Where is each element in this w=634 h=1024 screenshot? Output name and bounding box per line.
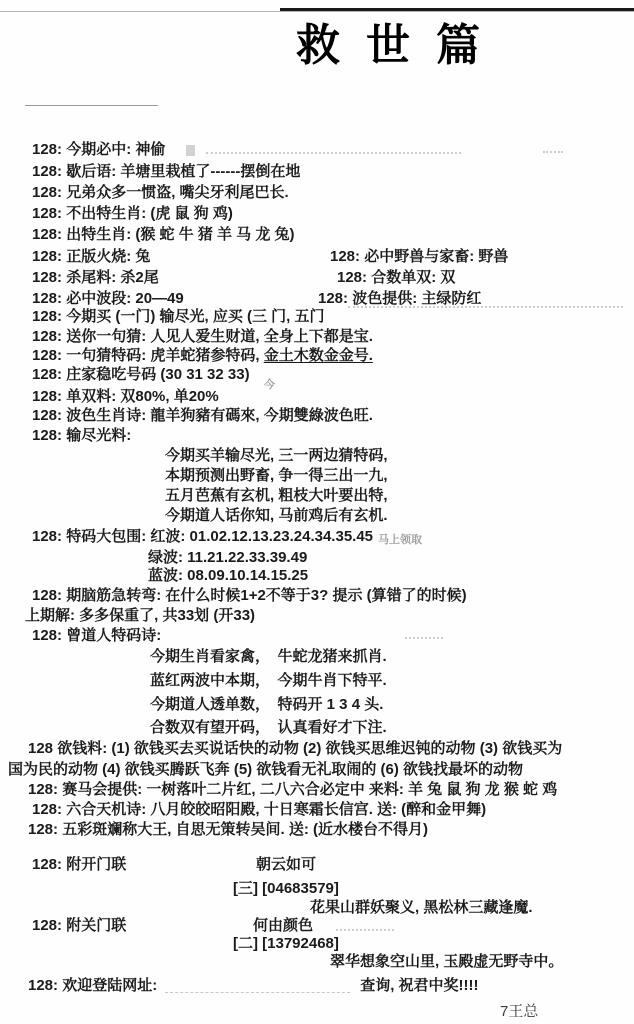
faded-dotted-line bbox=[206, 152, 461, 154]
open-couplet-verse: 花果山群妖聚义, 黑松林三藏逢魔. bbox=[310, 899, 533, 916]
close-couplet-code: [二] [13792468] bbox=[233, 935, 339, 952]
line-number-range: 128: 必中波段: 20—49 bbox=[32, 290, 184, 307]
line-five-colors-verse: 128: 五彩斑斓称大王, 自思无策转吴间. 送: (近水楼台不得月) bbox=[28, 821, 429, 838]
line-riddle: 128: 歇后语: 羊塘里栽植了------摆倒在地 bbox=[32, 163, 301, 180]
line-blue-wave: 蓝波: 08.09.10.14.15.25 bbox=[148, 567, 309, 584]
line-odd-even-ratio: 128: 单双料: 双80%, 单20% bbox=[32, 388, 219, 405]
zengdaoren-poem-line-1: 今期生肖看家禽， 牛蛇龙猪来抓肖. bbox=[150, 648, 387, 665]
zengdaoren-poem-line-4: 合数双有望开码， 认真看好才下注. bbox=[150, 719, 387, 736]
footer-signature: 7王总 bbox=[500, 1003, 539, 1020]
line-code-riddle bbox=[32, 347, 373, 365]
open-couplet-heading: 朝云如可 bbox=[256, 856, 317, 873]
line-red-wave: 128: 特码大包围: 红波: 01.02.12.13.23.24.34.35.45 bbox=[32, 528, 374, 545]
close-couplet-heading: 何由颜色 bbox=[253, 917, 314, 934]
faded-dots bbox=[405, 637, 443, 639]
faded-dash bbox=[543, 151, 563, 153]
line-gift-riddle: 128: 送你一句猜: 人见人爱生财道, 全身上下都是宝. bbox=[32, 328, 373, 345]
line-lose-all-buy: 128: 今期买 (一门) 输尽光, 应买 (三 门, 五门 bbox=[32, 308, 325, 325]
zengdaoren-poem-line-3: 今期道人透单数， 特码开 1 3 4 头. bbox=[150, 696, 384, 713]
line-included-zodiac: 128: 出特生肖: (猴 蛇 牛 猪 羊 马 龙 兔) bbox=[32, 226, 295, 243]
line-banker-numbers: 128: 庄家稳吃号码 (30 31 32 33) bbox=[32, 366, 250, 383]
code-riddle-text: 128: 一句猜特码: 虎羊蛇猪参特码, bbox=[32, 347, 264, 364]
lose-all-poem-line-4: 今期道人话你知, 马前鸡后有玄机. bbox=[165, 507, 388, 524]
page-title: 救世篇 bbox=[296, 20, 506, 71]
line-money-riddles-1: 128 欲钱料: (1) 欲钱买去买说话快的动物 (2) 欲钱买思维迟钝的动物 (3) 欲钱买为 bbox=[28, 740, 563, 757]
code-riddle-underlined: 金土木数金金号. bbox=[263, 347, 373, 364]
close-couplet-verse: 翠华想象空山里, 玉殿虚无野寺中。 bbox=[330, 953, 564, 970]
top-rule-bold bbox=[280, 8, 634, 11]
smudge-mark bbox=[186, 145, 195, 156]
website-erased-blank bbox=[165, 980, 350, 993]
banker-faint-mark: 今 bbox=[264, 379, 275, 391]
close-couplet-label: 128: 附关门联 bbox=[32, 917, 127, 934]
line-green-wave: 绿波: 11.21.22.33.39.49 bbox=[148, 549, 308, 566]
website-suffix: 查询, 祝君中奖!!!! bbox=[360, 977, 479, 994]
red-wave-faint-note: 马上领取 bbox=[378, 534, 422, 546]
line-kill-tail: 128: 杀尾料: 杀2尾 bbox=[32, 269, 159, 286]
line-tianji-verse: 128: 六合天机诗: 八月皎皎昭阳殿, 十日寒霜长信宫. 送: (醉和金甲舞) bbox=[32, 801, 487, 818]
lose-all-poem-line-3: 五月芭蕉有玄机, 粗枝大叶要出特, bbox=[165, 487, 388, 504]
line-wave-zodiac-verse: 128: 波色生肖诗: 龍羊狗豬有碼來, 今期雙綠波色旺. bbox=[32, 407, 373, 424]
faded-dotted-line bbox=[348, 306, 623, 308]
top-rule bbox=[0, 11, 634, 12]
line-brothers-verse: 128: 兄弟众多一惯盗, 嘴尖牙利尾巴长. bbox=[32, 184, 289, 201]
line-money-riddles-2: 国为民的动物 (4) 欲钱买腾跃飞奔 (5) 欲钱看无礼取闹的 (6) 欲钱找最坏的动物 bbox=[8, 761, 524, 778]
line-wave-color: 128: 波色提供: 主绿防红 bbox=[318, 290, 482, 307]
zengdaoren-poem-line-2: 蓝红两波中本期， 今期牛肖下特平. bbox=[150, 672, 387, 689]
lose-all-poem-line-1: 今期买羊输尽光, 三一两边猜特码, bbox=[165, 447, 388, 464]
open-couplet-code: [三] [04683579] bbox=[233, 880, 339, 897]
line-zengdaoren-label: 128: 曾道人特码诗: bbox=[32, 627, 162, 644]
line-excluded-zodiac: 128: 不出特生肖: (虎 鼠 狗 鸡) bbox=[32, 205, 233, 222]
line-website bbox=[28, 977, 479, 995]
line-sum-parity: 128: 合数单双: 双 bbox=[337, 269, 456, 286]
line-brain-teaser: 128: 期脑筋急转弯: 在什么时候1+2不等于3? 提示 (算错了的时候) bbox=[32, 587, 467, 604]
line-jockey-club: 128: 赛马会提供: 一树落叶二片红, 二八六合必定中 来料: 羊 兔 鼠 狗 龙 猴 蛇 鸡 bbox=[28, 781, 558, 798]
divider-short bbox=[25, 105, 158, 106]
line-lose-all-label: 128: 输尽光料: bbox=[32, 427, 132, 444]
website-label: 128: 欢迎登陆网址: bbox=[28, 977, 158, 994]
line-wild-domestic: 128: 必中野兽与家畜: 野兽 bbox=[330, 248, 509, 265]
line-must-hit: 128: 今期必中: 神偷 bbox=[32, 141, 166, 158]
line-last-issue-answer: 上期解: 多多保重了, 共33划 (开33) bbox=[25, 607, 256, 624]
line-fire-burn: 128: 正版火烧: 兔 bbox=[32, 248, 151, 265]
faded-dots bbox=[336, 929, 394, 931]
lose-all-poem-line-2: 本期预测出野畜, 争一得三出一九, bbox=[165, 467, 388, 484]
open-couplet-label: 128: 附开门联 bbox=[32, 856, 127, 873]
